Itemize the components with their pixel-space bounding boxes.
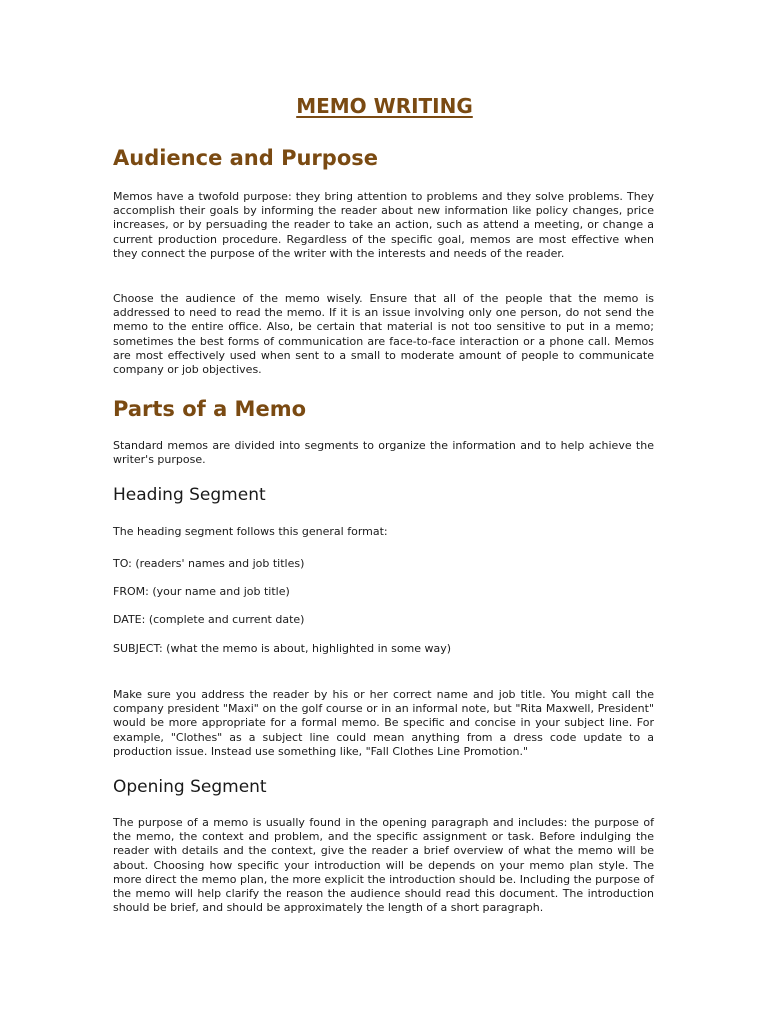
field-date: DATE: (complete and current date) bbox=[113, 613, 305, 626]
field-to: TO: (readers' names and job titles) bbox=[113, 557, 305, 570]
paragraph-standard-memos: Standard memos are divided into segments to organize the information and to help achieve the writer's purpose. bbox=[113, 439, 654, 467]
section-heading-audience-purpose: Audience and Purpose bbox=[113, 146, 378, 170]
field-subject: SUBJECT: (what the memo is about, highlighted in some way) bbox=[113, 642, 452, 655]
paragraph-address-reader: Make sure you address the reader by his or her correct name and job title. You might call the company president "Maxi" on the golf course or in an informal note, but "Rita Maxwell, President" would be more appropriate for a formal memo. Be specific and concise in your subject line. For example, "Clothes" as a subject line could mean anything from a dress code update to a production issue. Instead use something like, "Fall Clothes Line Promotion." bbox=[113, 688, 654, 758]
heading-segment-intro: The heading segment follows this general format: bbox=[113, 525, 388, 538]
section-heading-parts-of-memo: Parts of a Memo bbox=[113, 397, 307, 421]
subheading-heading-segment: Heading Segment bbox=[113, 485, 266, 505]
paragraph-opening-purpose: The purpose of a memo is usually found in the opening paragraph and includes: the purpose of the memo, the context and problem, and the specific assignment or task. Before indulging the reader with details and the context, give the reader a brief overview of what the memo will be about. Choosing how specific your introduction will be depends on your memo plan style. The more direct the memo plan, the more explicit the introduction should be. Including the purpose of the memo will help clarify the reason the audience should read this document. The introduction should be brief, and should be approximately the length of a short paragraph. bbox=[113, 816, 654, 915]
document-title: MEMO WRITING bbox=[296, 94, 473, 118]
paragraph-choose-audience: Choose the audience of the memo wisely. Ensure that all of the people that the memo is addressed to need to read the memo. If it is an issue involving only one person, do not send the memo to the entire office. Also, be certain that material is not too sensitive to put in a memo; sometimes the best forms of communication are face-to-face interaction or a phone call. Memos are most effectively used when sent to a small to moderate amount of people to communicate company or job objectives. bbox=[113, 292, 654, 377]
field-from: FROM: (your name and job title) bbox=[113, 585, 290, 598]
subheading-opening-segment: Opening Segment bbox=[113, 777, 267, 797]
paragraph-twofold-purpose: Memos have a twofold purpose: they bring attention to problems and they solve problems. They accomplish their goals by informing the reader about new information like policy changes, price increases, or by persuading the reader to take an action, such as attend a meeting, or change a current production procedure. Regardless of the specific goal, memos are most effective when they connect the purpose of the writer with the interests and needs of the reader. bbox=[113, 190, 654, 260]
